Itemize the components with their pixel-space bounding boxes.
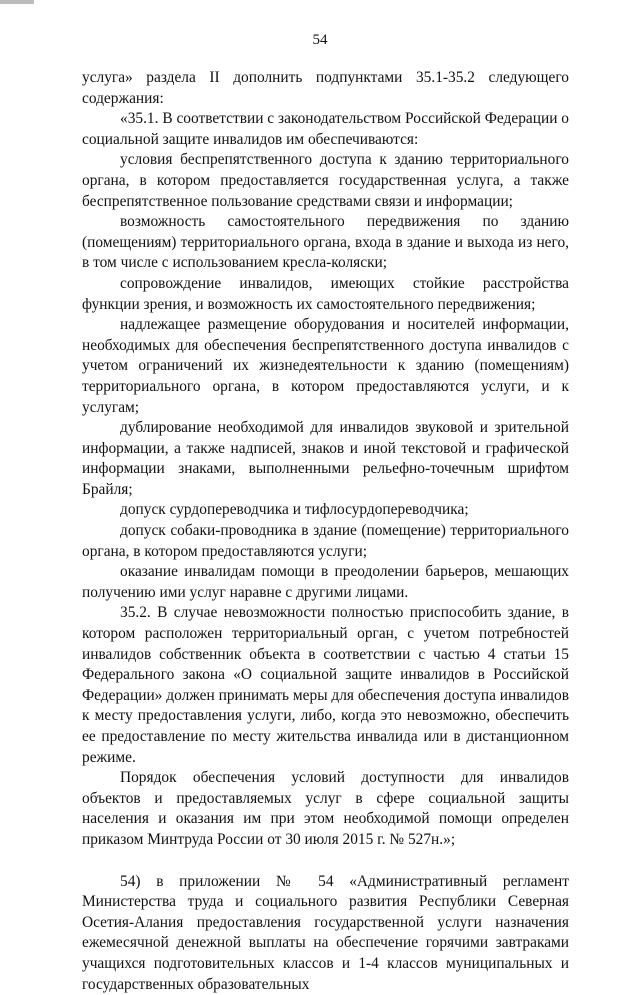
paragraph-35-1: «35.1. В соответствии с законодательством Российской Федерации о социальной защите инвалидов им обеспечиваются: [82, 110, 569, 148]
paragraph-guide-dog: допуск собаки-проводника в здание (помещение) территориального органа, в котором предоставляются услуги; [82, 522, 569, 560]
paragraph-35-2: 35.2. В случае невозможности полностью приспособить здание, в котором расположен территориальный орган, с учетом потребностей инвалидов собственник объекта в соответствии с частью 4 статьи 15 Федерального закона «О социальной защите инвалидов в Российской Федерации» должен принимать меры для обеспечения доступа инвалидов к месту предоставления услуги, либо, когда это невозможно, обеспечить ее предоставление по месту жительства инвалида или в дистанционном режиме. [82, 604, 569, 766]
paragraph-intro: услуга» раздела II дополнить подпунктами 35.1-35.2 следующего содержания: [82, 69, 569, 107]
document-body [82, 68, 569, 995]
page-number: 54 [312, 32, 328, 48]
paragraph-information-duplication: дублирование необходимой для инвалидов звуковой и зрительной информации, а также надписей, знаков и иной текстовой и графической информации знаками, выполненными рельефно-точечным шрифтом Брайля; [82, 419, 569, 498]
paragraph-procedure: Порядок обеспечения условий доступности для инвалидов объектов и предоставляемых услуг в сфере социальной защиты населения и оказания им при этом необходимой помощи определен приказом Минтруда России от 30 июля 2015 г. № 527н.»; [82, 769, 569, 848]
scan-edge-mark [0, 0, 34, 4]
paragraph-equipment-placement: надлежащее размещение оборудования и носителей информации, необходимых для обеспечения беспрепятственного доступа инвалидов с учетом ограничений их жизнедеятельности к зданию (помещениям) территориального органа, в котором предоставляются услуги, и к услугам; [82, 316, 569, 416]
paragraph-barrier-assistance: оказание инвалидам помощи в преодолении барьеров, мешающих получению ими услуг наравне с другими лицами. [82, 563, 569, 601]
paragraph-independent-movement: возможность самостоятельного передвижения по зданию (помещениям) территориального органа, входа в здание и выхода из него, в том числе с использованием кресла-коляски; [82, 213, 569, 272]
paragraph-sign-language-interpreter: допуск сурдопереводчика и тифлосурдопереводчика; [120, 501, 469, 519]
paragraph-access-conditions: условия беспрепятственного доступа к зданию территориального органа, в котором предоставляется государственная услуга, а также беспрепятственное пользование средствами связи и информации; [82, 151, 569, 210]
paragraph-accompaniment: сопровождение инвалидов, имеющих стойкие расстройства функции зрения, и возможность их самостоятельного передвижения; [82, 274, 569, 313]
paragraph-item-54: 54) в приложении № 54 «Административный регламент Министерства труда и социального развития Республики Северная Осетия-Алания предоставления государственной услуги назначения ежемесячной денежной выплаты на обеспечение горячими завтраками учащихся подготовительных классов и 1-4 классов муниципальных и государственных образовательных [82, 872, 569, 993]
